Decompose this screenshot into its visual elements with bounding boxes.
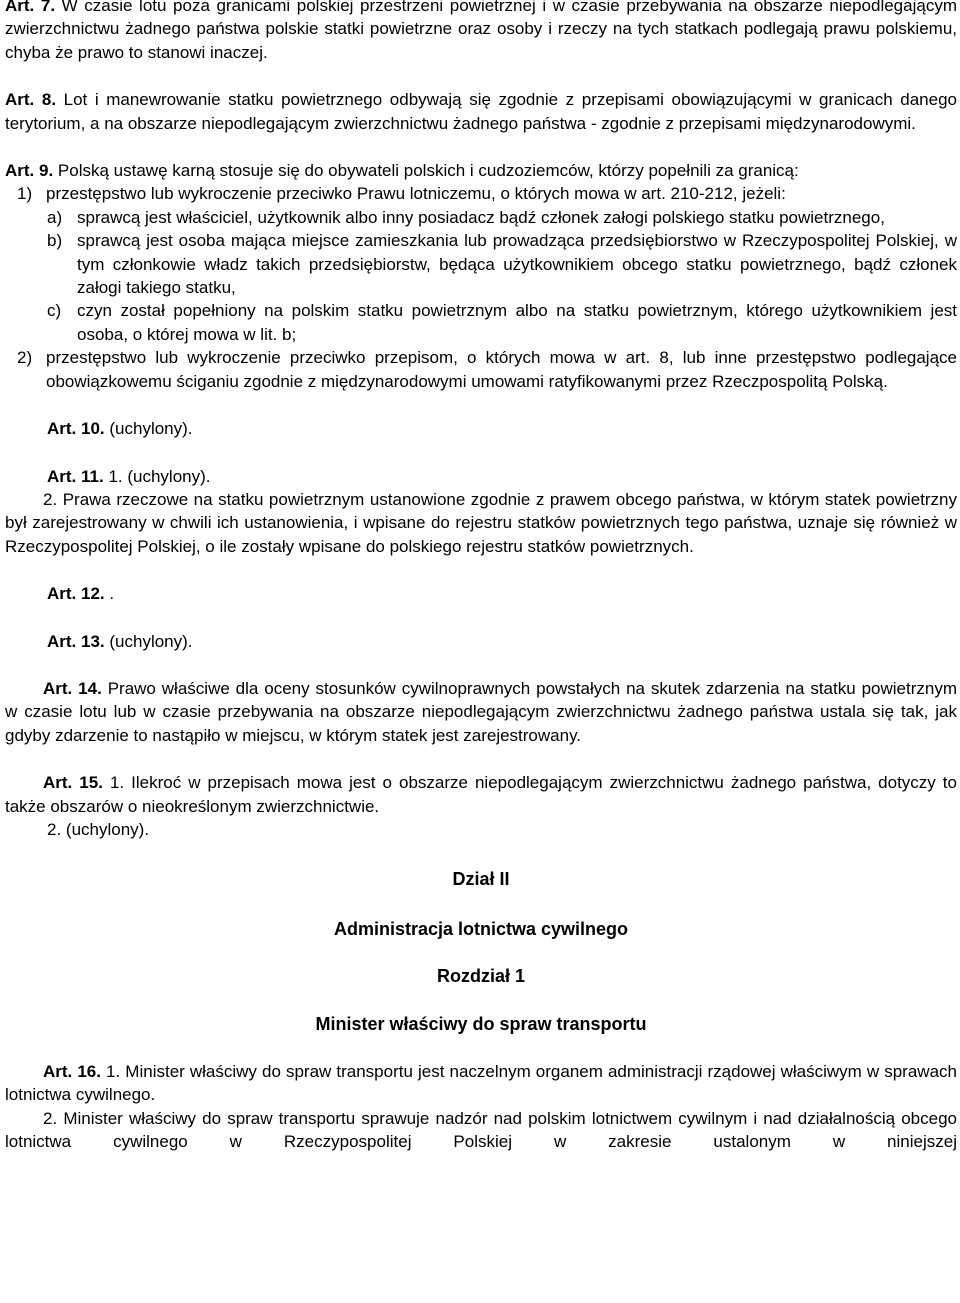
item-number: 1)	[17, 184, 33, 204]
sub-item-letter: c)	[47, 301, 62, 321]
document-page	[5, 0, 957, 1154]
paragraph-text: Minister właściwy do spraw transportu sprawuje nadzór nad polskim lotnictwem cywilnym i nad działalnością obcego lotnictwa cywilnego w Rzeczypospolitej Polskiej w zakresie ustalonym w niniejszej	[5, 1108, 957, 1152]
article-7	[5, 0, 957, 64]
article-9-item-1b	[5, 229, 957, 299]
article-9-item-1c	[5, 299, 957, 346]
article-12	[5, 582, 957, 605]
article-12-label: Art. 12.	[47, 584, 105, 604]
article-7-label: Art. 7.	[5, 0, 56, 15]
article-9-label: Art. 9.	[5, 161, 54, 181]
article-14	[5, 677, 957, 747]
article-10-label: Art. 10.	[47, 419, 105, 439]
sub-item-letter: b)	[47, 231, 63, 251]
sub-item-text: sprawcą jest właściciel, użytkownik albo inny posiadacz bądź członek załogi polskiego statku powietrznego,	[77, 207, 885, 227]
article-9-item-1	[5, 182, 957, 205]
article-15-p1	[5, 771, 957, 818]
article-13	[5, 630, 957, 653]
article-13-label: Art. 13.	[47, 631, 105, 651]
article-11-p2	[5, 488, 957, 558]
sub-item-letter: a)	[47, 207, 63, 227]
section-heading-dzial: Dział II	[452, 869, 510, 890]
article-7-text: W czasie lotu poza granicami polskiej przestrzeni powietrznej i w czasie przebywania na obszarze niepodlegającym zwierzchnictwu żadnego państwa polskie statki powietrzne oraz osoby i rzeczy na tych statkach podlegają prawu polskiemu, chyba że prawo to stanowi inaczej.	[5, 0, 957, 62]
sub-item-text: sprawcą jest osoba mająca miejsce zamieszkania lub prowadząca przedsiębiorstwo w Rzeczypospolitej Polskiej, w tym członkowie władz takich przedsiębiorstw, będąca użytkownikiem obcego statku powietrznego, bądź członek załogi takiego statku,	[77, 231, 957, 298]
article-11-p1	[5, 465, 957, 488]
article-9-intro	[5, 159, 957, 182]
paragraph-number: 2.	[43, 1108, 58, 1128]
item-number: 2)	[17, 348, 33, 368]
paragraph-text: (uchylony).	[127, 466, 211, 486]
paragraph-text: Prawa rzeczowe na statku powietrznym ustanowione zgodnie z prawem obcego państwa, w którym statek powietrzny był zarejestrowany w chwili ich ustanowienia, i wpisane do rejestru statków powietrznych tego państwa, uznaje się również w Rzeczypospolitej Polskiej, o ile zostały wpisane do polskiego rejestru statków powietrznych.	[5, 489, 957, 556]
article-9-item-2	[5, 346, 957, 393]
article-9-text: Polską ustawę karną stosuje się do obywateli polskich i cudzoziemców, którzy popełnili za granicą:	[57, 161, 799, 181]
section-title: Administracja lotnictwa cywilnego	[333, 918, 629, 939]
article-8-text: Lot i manewrowanie statku powietrznego odbywają się zgodnie z przepisami obowiązującymi w granicach danego terytorium, a na obszarze niepodlegającym zwierzchnictwu żadnego państwa - zgodnie z przepisami międzynarodowymi.	[5, 90, 957, 133]
article-8-label: Art. 8.	[5, 90, 57, 110]
paragraph-number: 2.	[43, 489, 58, 509]
article-15-p2	[5, 818, 957, 841]
article-13-text: (uchylony).	[109, 631, 193, 651]
paragraph-number: 1.	[106, 1062, 121, 1081]
article-8	[5, 88, 957, 135]
item-text: przestępstwo lub wykroczenie przeciwko przepisom, o których mowa w art. 8, lub inne przestępstwo podlegające obowiązkowemu ściganiu zgodnie z międzynarodowymi umowami ratyfikowanymi przez Rzeczpospolitą Polską.	[46, 348, 957, 391]
sub-item-text: czyn został popełniony na polskim statku powietrznym albo na statku powietrznym, którego użytkownikiem jest osoba, o której mowa w lit. b;	[77, 301, 957, 344]
chapter-title: Minister właściwy do spraw transportu	[315, 1013, 647, 1034]
article-11-label: Art. 11.	[47, 466, 104, 486]
paragraph-number: 2.	[47, 819, 62, 839]
article-12-text: .	[109, 584, 115, 604]
article-16-label: Art. 16.	[43, 1062, 101, 1081]
paragraph-number: 1.	[109, 773, 125, 793]
paragraph-text: Ilekroć w przepisach mowa jest o obszarze niepodlegającym zwierzchnictwu żadnego państwa, dotyczy to także obszarów o nieokreślonym zwierzchnictwie.	[5, 773, 957, 816]
article-16-p2	[5, 1107, 957, 1154]
article-14-label: Art. 14.	[43, 678, 102, 698]
article-10	[5, 417, 957, 440]
paragraph-number: 1.	[108, 466, 123, 486]
paragraph-text: (uchylony).	[65, 819, 150, 839]
article-14-text: Prawo właściwe dla oceny stosunków cywilnoprawnych powstałych na skutek zdarzenia na statku powietrznym w czasie lotu lub w czasie przebywania na obszarze niepodlegającym zwierzchnictwu żadnego państwa ustala się tak, jak gdyby zdarzenie to nastąpiło w miejscu, w którym statek jest zarejestrowany.	[5, 678, 957, 745]
article-16-p1	[5, 1060, 957, 1107]
article-10-text: (uchylony).	[109, 419, 193, 439]
article-15-label: Art. 15.	[43, 773, 103, 793]
item-text: przestępstwo lub wykroczenie przeciwko Prawu lotniczemu, o których mowa w art. 210-212, jeżeli:	[46, 184, 786, 204]
chapter-heading: Rozdział 1	[436, 966, 525, 987]
article-9-item-1a	[5, 206, 957, 229]
paragraph-text: Minister właściwy do spraw transportu jest naczelnym organem administracji rządowej właściwym w sprawach lotnictwa cywilnego.	[5, 1062, 957, 1105]
